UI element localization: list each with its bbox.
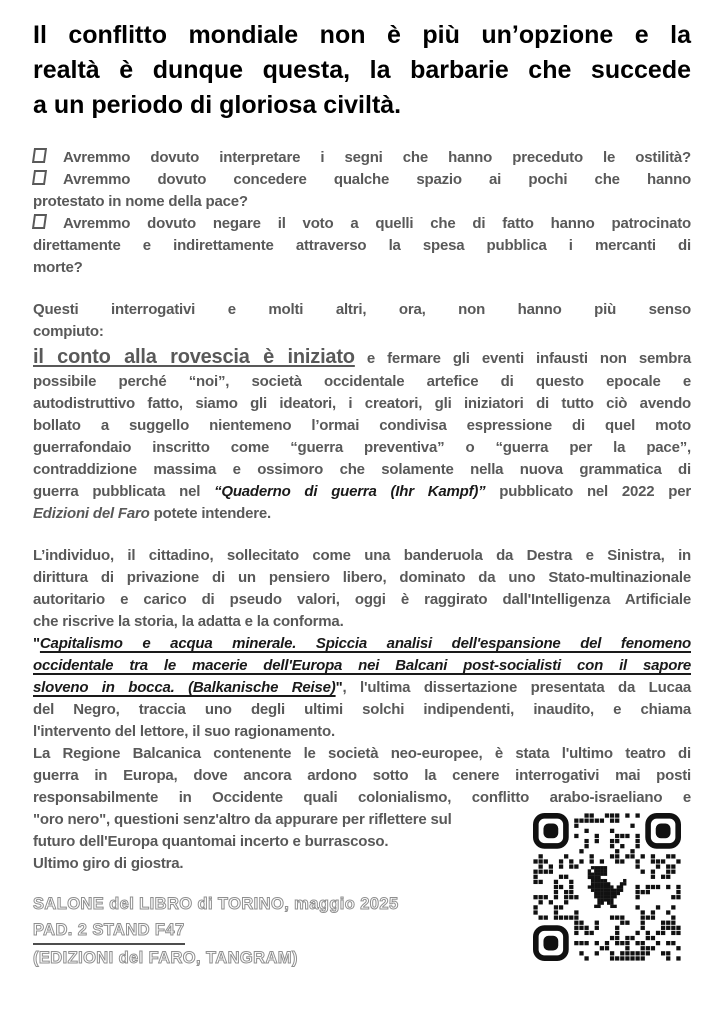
question-list: [33, 147, 691, 279]
event-line-publisher: (EDIZIONI del FARO, TANGRAM): [33, 949, 298, 967]
checkbox-icon: [32, 170, 47, 185]
individuo-paragraph: [33, 545, 691, 633]
intro-paragraph: [33, 299, 691, 343]
event-line-stand: PAD. 2 STAND F47: [33, 917, 185, 945]
text-line: contraddizione massima e ossimoro che solamente nella nuova grammatica di: [33, 461, 691, 478]
text-line: "oro nero", questioni senz'altro da appurare per riflettere sul: [33, 811, 452, 828]
text-line: possibile perché “noi”, società occidentale artefice di questo epocale e: [33, 373, 691, 390]
text-line: del Negro, traccia uno degli ultimi solchi indipendenti, inaudito, e chiama: [33, 701, 691, 718]
text-line: guerra in Europa, dove ancora ardono sotto la cenere interrogativi mai posti: [33, 767, 691, 784]
text-line: il conto alla rovescia è iniziato e fermare gli eventi infausti non sembra: [33, 346, 691, 368]
text-line: responsabilmente in Occidente quali colonialismo, conflitto arabo-israeliano e: [33, 789, 691, 806]
book-title-paragraph: [33, 633, 691, 743]
text-line: direttamente e indirettamente attraverso la spesa pubblica i mercanti di: [33, 237, 691, 254]
text-line: guerra pubblicata nel “Quaderno di guerra (Ihr Kampf)” pubblicato nel 2022 per: [33, 483, 691, 500]
text-line: morte?: [33, 259, 83, 276]
text-line: "Capitalismo e acqua minerale. Spiccia analisi dell'espansione del fenomeno: [33, 635, 691, 652]
text-line: Avremmo dovuto concedere qualche spazio ai pochi che hanno: [33, 169, 691, 191]
text-line: protestato in nome della pace?: [33, 193, 248, 210]
text-line: Il conflitto mondiale non è più un’opzione e la: [33, 21, 691, 49]
text-line: realtà è dunque questa, la barbarie che succede: [33, 56, 691, 84]
text-line: L’individuo, il cittadino, sollecitato come una banderuola da Destra e Sinistra, in: [33, 547, 691, 564]
text-line: Avremmo dovuto interpretare i segni che hanno preceduto le ostilità?: [33, 147, 691, 169]
text-line: l'intervento del lettore, il suo ragionamento.: [33, 723, 335, 740]
text-line: sloveno in bocca. (Balkanische Reise)", l'ultima dissertazione presentata da Lucaa: [33, 679, 691, 696]
text-line: Ultimo giro di giostra.: [33, 855, 184, 872]
text-line: dirittura di privazione di un pensiero libero, dominato da uno Stato-multinazionale: [33, 569, 691, 586]
qr-code-image: [533, 813, 681, 961]
text-line: guerrafondaio inscritto come “guerra preventiva” o “guerra per la pace”,: [33, 439, 691, 456]
text-line: a un periodo di gloriosa civiltà.: [33, 91, 402, 119]
text-line: La Regione Balcanica contenente le società neo-europee, è stata l'ultimo teatro di: [33, 745, 691, 762]
checkbox-icon: [32, 148, 47, 163]
event-line-salone: SALONE del LIBRO di TORINO, maggio 2025: [33, 895, 399, 913]
text-line: compiuto:: [33, 323, 104, 340]
checkbox-icon: [32, 214, 47, 229]
text-line: autodistruttivo fatto, siamo gli ideatori, i creatori, gli iniziatori di tutto ciò avendo: [33, 395, 691, 412]
text-line: occidentale tra le macerie dell'Europa nei Balcani post-socialisti con il sapore: [33, 657, 691, 674]
text-line: che riscrive la storia, la adatta e la conforma.: [33, 613, 344, 630]
text-line: Avremmo dovuto negare il voto a quelli che di fatto hanno patrocinato: [33, 213, 691, 235]
headline: [33, 18, 691, 123]
qr-code: [533, 813, 681, 961]
text-line: Edizioni del Faro potete intendere.: [33, 505, 272, 522]
text-line: autoritario e carico di pseudo valori, oggi è raggirato dall'Intelligenza Artificiale: [33, 591, 691, 608]
countdown-paragraph: [33, 343, 691, 525]
text-line: futuro dell'Europa quantomai incerto e burrascoso.: [33, 833, 389, 850]
text-line: bollato a suggello nientemeno l’ormai condivisa espressione di quel moto: [33, 417, 691, 434]
text-line: Questi interrogativi e molti altri, ora, non hanno più senso: [33, 301, 691, 318]
